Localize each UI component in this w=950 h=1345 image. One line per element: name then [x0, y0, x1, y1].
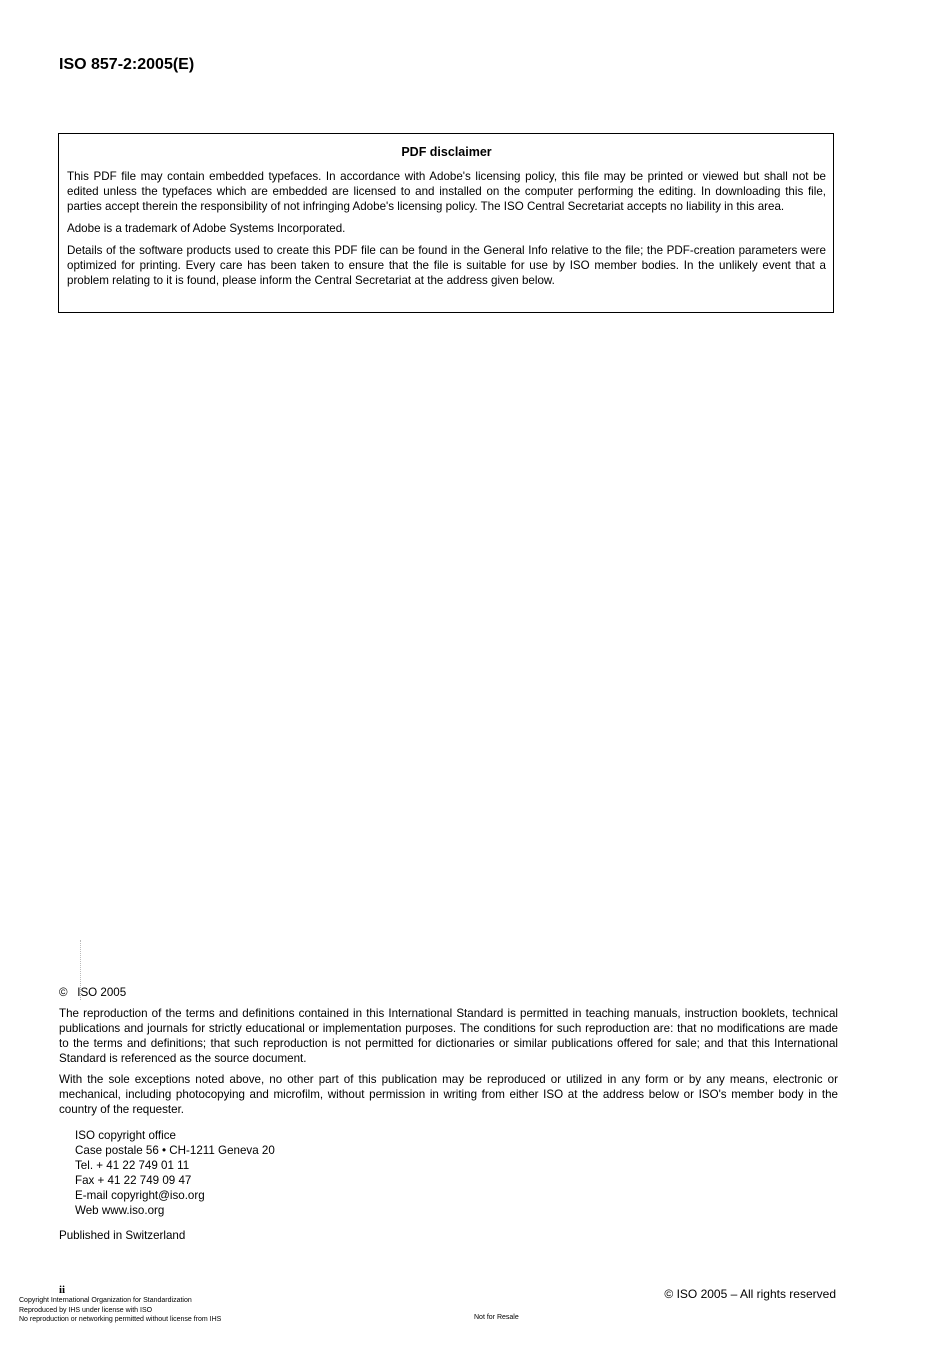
address-line: E-mail copyright@iso.org: [75, 1189, 205, 1202]
address-line: ISO copyright office: [75, 1129, 176, 1142]
ihs-line: No reproduction or networking permitted without license from IHS: [19, 1316, 222, 1323]
address-line: Fax + 41 22 749 09 47: [75, 1174, 192, 1187]
copyright-year: ISO 2005: [77, 986, 127, 999]
disclaimer-paragraph: Adobe is a trademark of Adobe Systems Incorporated.: [67, 222, 346, 235]
published-location: Published in Switzerland: [59, 1229, 186, 1242]
pdf-disclaimer-box: [58, 133, 834, 313]
address-line: Web www.iso.org: [75, 1204, 165, 1217]
disclaimer-paragraph: This PDF file may contain embedded typefaces. In accordance with Adobe's licensing policy, this file may be printed or viewed but shall not be edited unless the typefaces which are embedded are licensed to and installed on the computer performing the editing. In downloading this file, parties accept therein the responsibility of not infringing Adobe's licensing policy. The ISO Central Secretariat accepts no liability in this area.: [67, 170, 826, 213]
not-for-resale: Not for Resale: [474, 1314, 519, 1321]
copyright-line: [59, 985, 838, 1000]
disclaimer-title: PDF disclaimer: [401, 145, 492, 159]
address-line: Tel. + 41 22 749 01 11: [75, 1159, 190, 1172]
ihs-line: Copyright International Organization for Standardization: [19, 1297, 192, 1304]
disclaimer-paragraph: Details of the software products used to create this PDF file can be found in the General Info relative to the file; the PDF-creation parameters were optimized for printing. Every care has been taken to ensure that the file is suitable for use by ISO member bodies. In the unlikely event that a problem relating to it is found, please inform the Central Secretariat at the address given below.: [67, 244, 826, 287]
address-line: Case postale 56 • CH-1211 Geneva 20: [75, 1144, 275, 1157]
ihs-license-notice: [19, 1296, 221, 1325]
copyright-paragraph: The reproduction of the terms and definitions contained in this International Standard is permitted in teaching manuals, instruction booklets, technical publications and journals for strictly educational or implementation purposes. The conditions for such reproduction are: that no modifications are made to the terms and definitions; that such reproduction is not permitted for dictionaries or similar publications offered for sale; and that this International Standard is referenced as the source document.: [59, 1007, 838, 1065]
iso-address: [75, 1128, 838, 1218]
ihs-line: Reproduced by IHS under license with ISO: [19, 1306, 153, 1314]
document-id: ISO 857-2:2005(E): [59, 56, 195, 73]
footer-rights: © ISO 2005 – All rights reserved: [664, 1287, 836, 1301]
page-number: ii: [59, 1284, 66, 1296]
copyright-symbol: ©: [59, 986, 68, 999]
copyright-paragraph: With the sole exceptions noted above, no other part of this publication may be reproduced or utilized in any form or by any means, electronic or mechanical, including photocopying and microfilm, without permission in writing from either ISO at the address below or ISO's member body in the country of the requester.: [59, 1073, 838, 1116]
copyright-notice: [59, 985, 838, 1243]
